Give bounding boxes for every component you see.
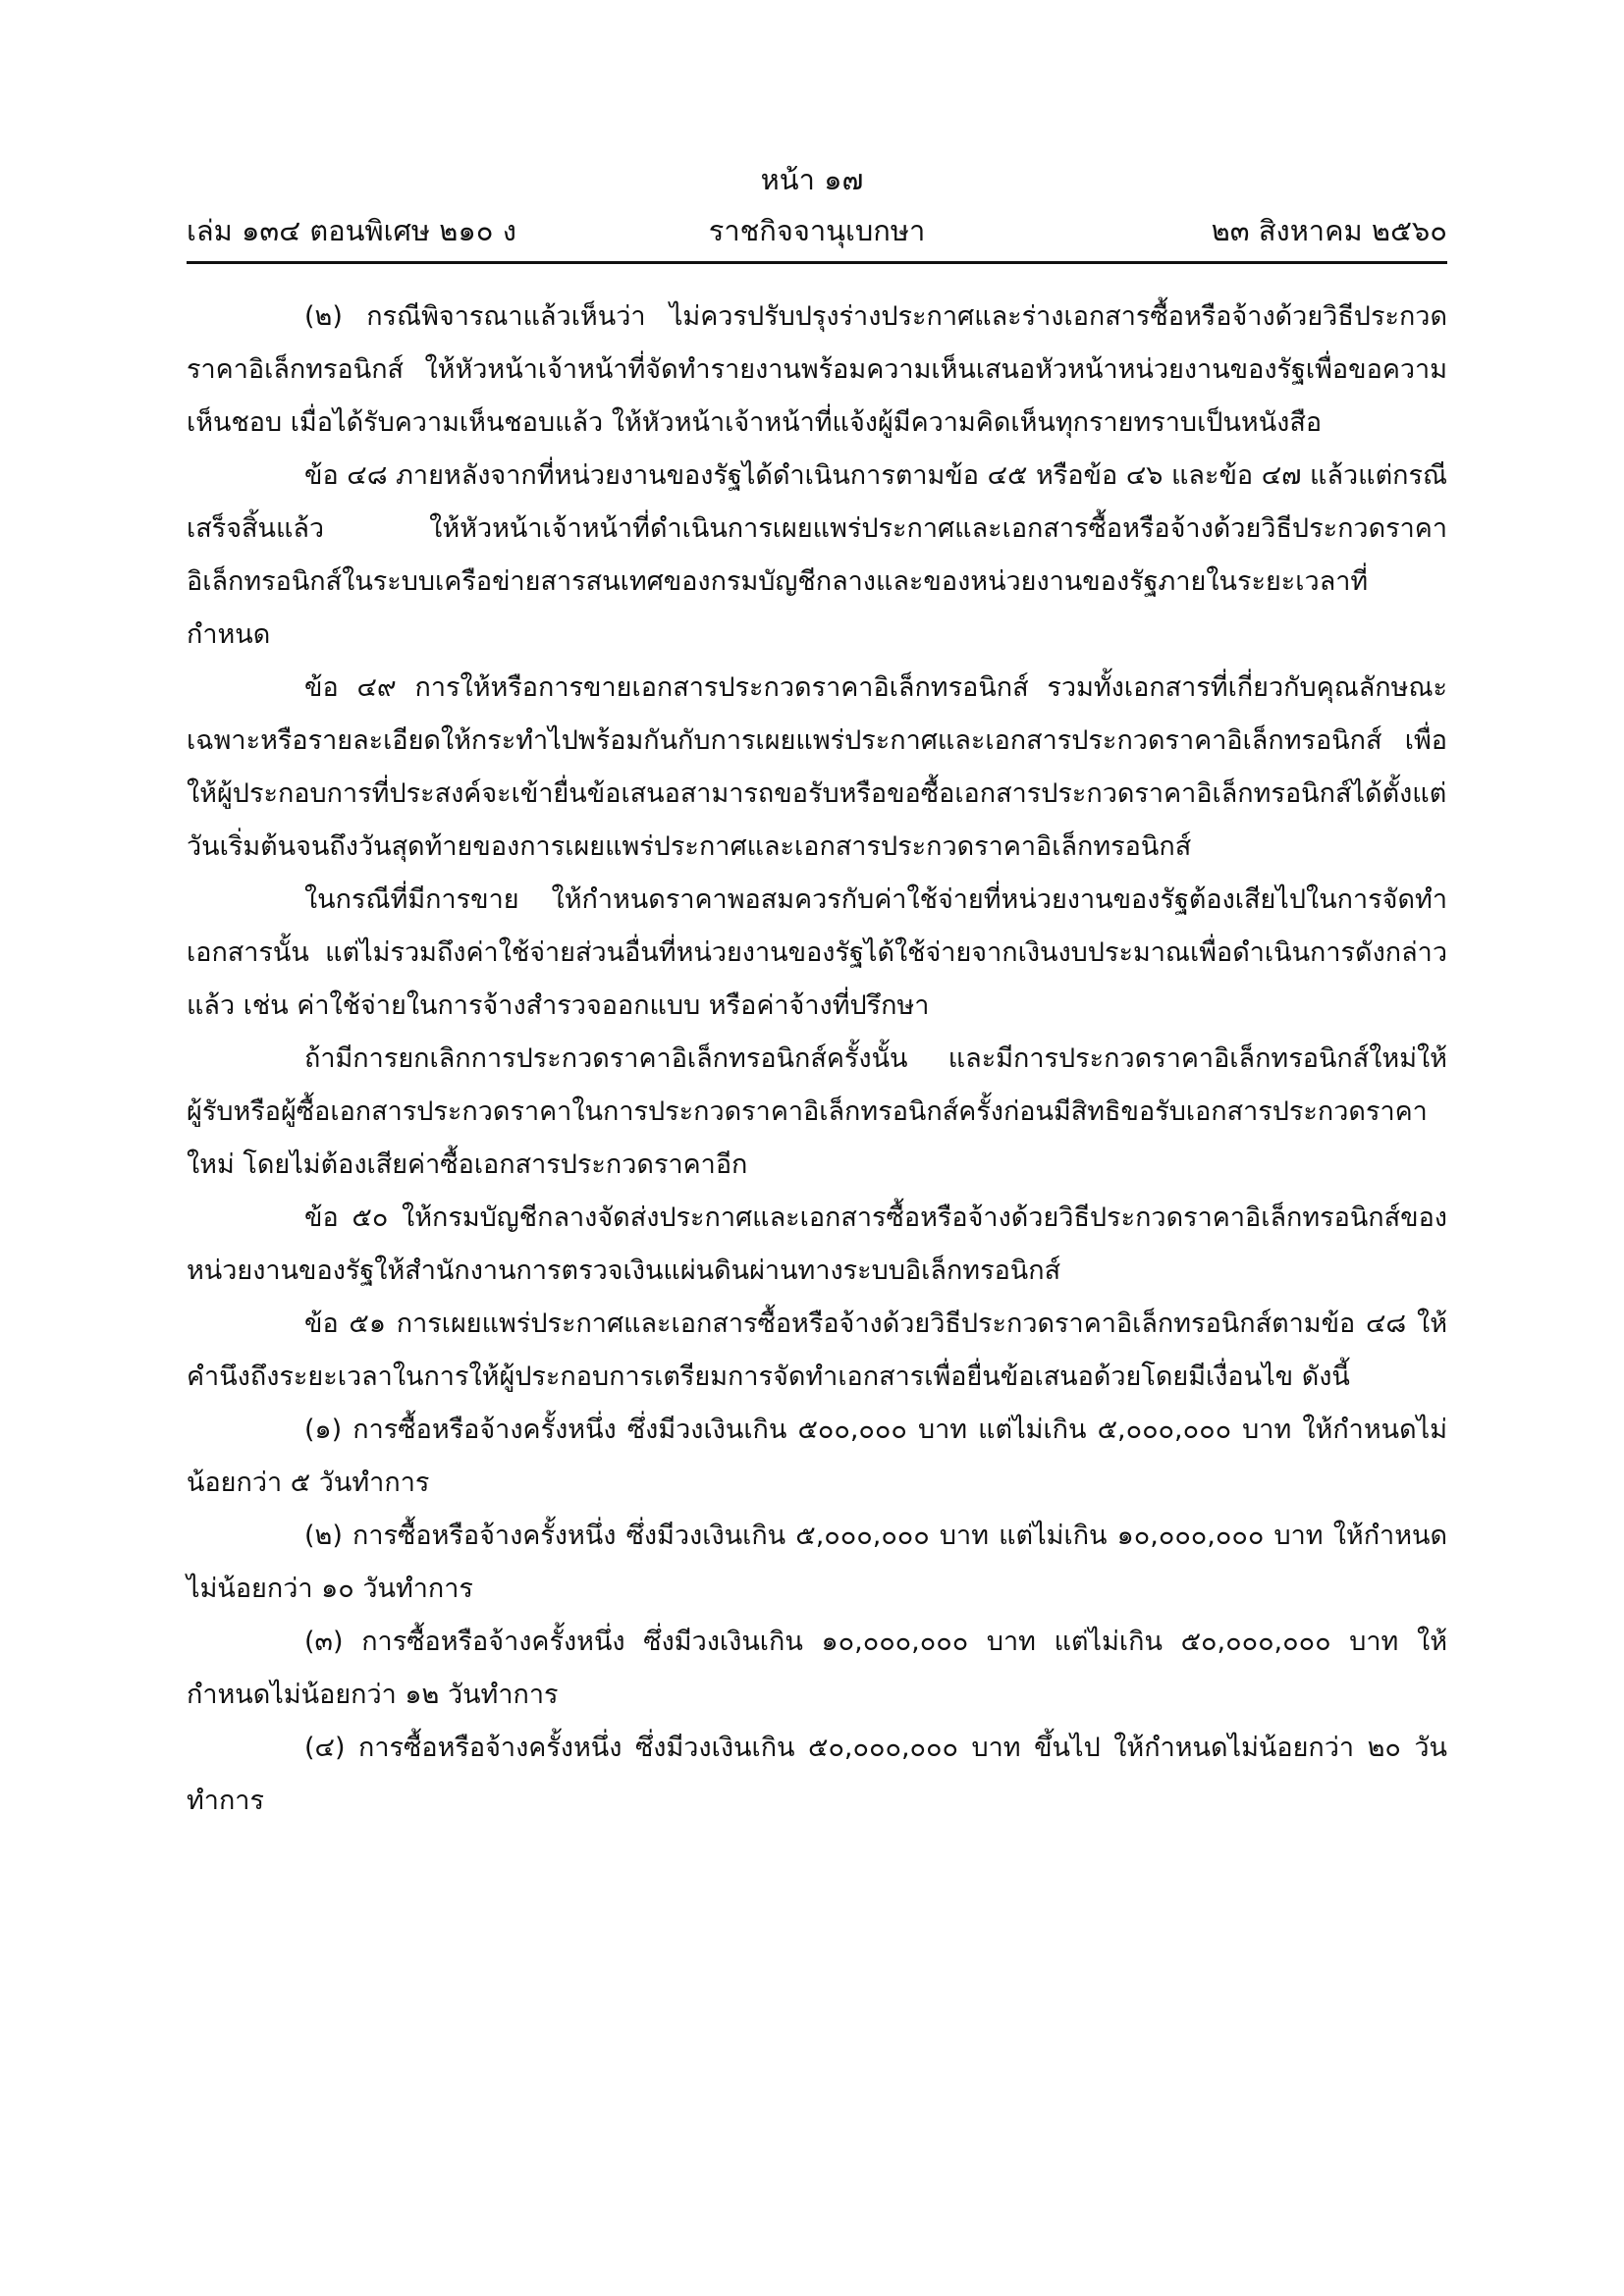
header-divider: [187, 261, 1447, 264]
clause-49-cancellation-paragraph: ถ้ามีการยกเลิกการประกวดราคาอิเล็กทรอนิกส์ครั้งนั้น และมีการประกวดราคาอิเล็กทรอนิกส์ใหม่ให้ผู้รับหรือผู้ซื้อเอกสารประกวดราคาในการประกวดราคาอิเล็กทรอนิกส์ครั้งก่อนมีสิทธิขอรับเอกสารประกวดราคาใหม่ โดยไม่ต้องเสียค่าซื้อเอกสารประกวดราคาอีก: [187, 1043, 1447, 1180]
clause-51: ข้อ ๕๑ การเผยแพร่ประกาศและเอกสารซื้อหรือจ้างด้วยวิธีประกวดราคาอิเล็กทรอนิกส์ตามข้อ ๔๘ ให้คำนึงถึงระยะเวลาในการให้ผู้ประกอบการเตรียมการจัดทำเอกสารเพื่อยื่นข้อเสนอด้วยโดยมีเงื่อนไข ดังนี้: [187, 1308, 1447, 1392]
page-number: หน้า ๑๗: [760, 163, 864, 196]
paragraph-2-rejection: (๒) กรณีพิจารณาแล้วเห็นว่า ไม่ควรปรับปรุงร่างประกาศและร่างเอกสารซื้อหรือจ้างด้วยวิธีประกวดราคาอิเล็กทรอนิกส์ ให้หัวหน้าเจ้าหน้าที่จัดทำรายงานพร้อมความเห็นเสนอหัวหน้าหน่วยงานของรัฐเพื่อขอความเห็นชอบ เมื่อได้รับความเห็นชอบแล้ว ให้หัวหน้าเจ้าหน้าที่แจ้งผู้มีความคิดเห็นทุกรายทราบเป็นหนังสือ: [187, 301, 1447, 438]
clause-51-item-2: (๒) การซื้อหรือจ้างครั้งหนึ่ง ซึ่งมีวงเงินเกิน ๕,๐๐๐,๐๐๐ บาท แต่ไม่เกิน ๑๐,๐๐๐,๐๐๐ บาท ให้กำหนดไม่น้อยกว่า ๑๐ วันทำการ: [187, 1521, 1447, 1604]
clause-49-sale-paragraph: ในกรณีที่มีการขาย ให้กำหนดราคาพอสมควรกับค่าใช้จ่ายที่หน่วยงานของรัฐต้องเสียไปในการจัดทำเอกสารนั้น แต่ไม่รวมถึงค่าใช้จ่ายส่วนอื่นที่หน่วยงานของรัฐได้ใช้จ่ายจากเงินงบประมาณเพื่อดำเนินการดังกล่าวแล้ว เช่น ค่าใช้จ่ายในการจ้างสำรวจออกแบบ หรือค่าจ้างที่ปรึกษา: [187, 884, 1447, 1021]
clause-51-item-3: (๓) การซื้อหรือจ้างครั้งหนึ่ง ซึ่งมีวงเงินเกิน ๑๐,๐๐๐,๐๐๐ บาท แต่ไม่เกิน ๕๐,๐๐๐,๐๐๐ บาท ให้กำหนดไม่น้อยกว่า ๑๒ วันทำการ: [187, 1627, 1447, 1710]
clause-49: ข้อ ๔๙ การให้หรือการขายเอกสารประกวดราคาอิเล็กทรอนิกส์ รวมทั้งเอกสารที่เกี่ยวกับคุณลักษณะเฉพาะหรือรายละเอียดให้กระทำไปพร้อมกันกับการเผยแพร่ประกาศและเอกสารประกวดราคาอิเล็กทรอนิกส์ เพื่อให้ผู้ประกอบการที่ประสงค์จะเข้ายื่นข้อเสนอสามารถขอรับหรือขอซื้อเอกสารประกวดราคาอิเล็กทรอนิกส์ได้ตั้งแต่วันเริ่มต้นจนถึงวันสุดท้ายของการเผยแพร่ประกาศและเอกสารประกวดราคาอิเล็กทรอนิกส์: [187, 672, 1447, 862]
gazette-header: [187, 209, 1447, 252]
publication-date: ๒๓ สิงหาคม ๒๕๖๐: [1211, 214, 1447, 247]
clause-50: ข้อ ๕๐ ให้กรมบัญชีกลางจัดส่งประกาศและเอกสารซื้อหรือจ้างด้วยวิธีประกวดราคาอิเล็กทรอนิกส์ของหน่วยงานของรัฐให้สำนักงานการตรวจเงินแผ่นดินผ่านทางระบบอิเล็กทรอนิกส์: [187, 1202, 1447, 1286]
document-body: [187, 291, 1447, 1828]
publication-title: ราชกิจจานุเบกษา: [708, 214, 926, 247]
clause-51-item-4: (๔) การซื้อหรือจ้างครั้งหนึ่ง ซึ่งมีวงเงินเกิน ๕๐,๐๐๐,๐๐๐ บาท ขึ้นไป ให้กำหนดไม่น้อยกว่า ๒๐ วันทำการ: [187, 1733, 1447, 1816]
clause-51-item-1: (๑) การซื้อหรือจ้างครั้งหนึ่ง ซึ่งมีวงเงินเกิน ๕๐๐,๐๐๐ บาท แต่ไม่เกิน ๕,๐๐๐,๐๐๐ บาท ให้กำหนดไม่น้อยกว่า ๕ วันทำการ: [187, 1415, 1447, 1498]
issue-info: เล่ม ๑๓๔ ตอนพิเศษ ๒๑๐ ง: [187, 214, 516, 247]
clause-48: ข้อ ๔๘ ภายหลังจากที่หน่วยงานของรัฐได้ดำเนินการตามข้อ ๔๕ หรือข้อ ๔๖ และข้อ ๔๗ แล้วแต่กรณี เสร็จสิ้นแล้ว ให้หัวหน้าเจ้าหน้าที่ดำเนินการเผยแพร่ประกาศและเอกสารซื้อหรือจ้างด้วยวิธีประกวดราคาอิเล็กทรอนิกส์ในระบบเครือข่ายสารสนเทศของกรมบัญชีกลางและของหน่วยงานของรัฐภายในระยะเวลาที่กำหนด: [187, 460, 1447, 650]
